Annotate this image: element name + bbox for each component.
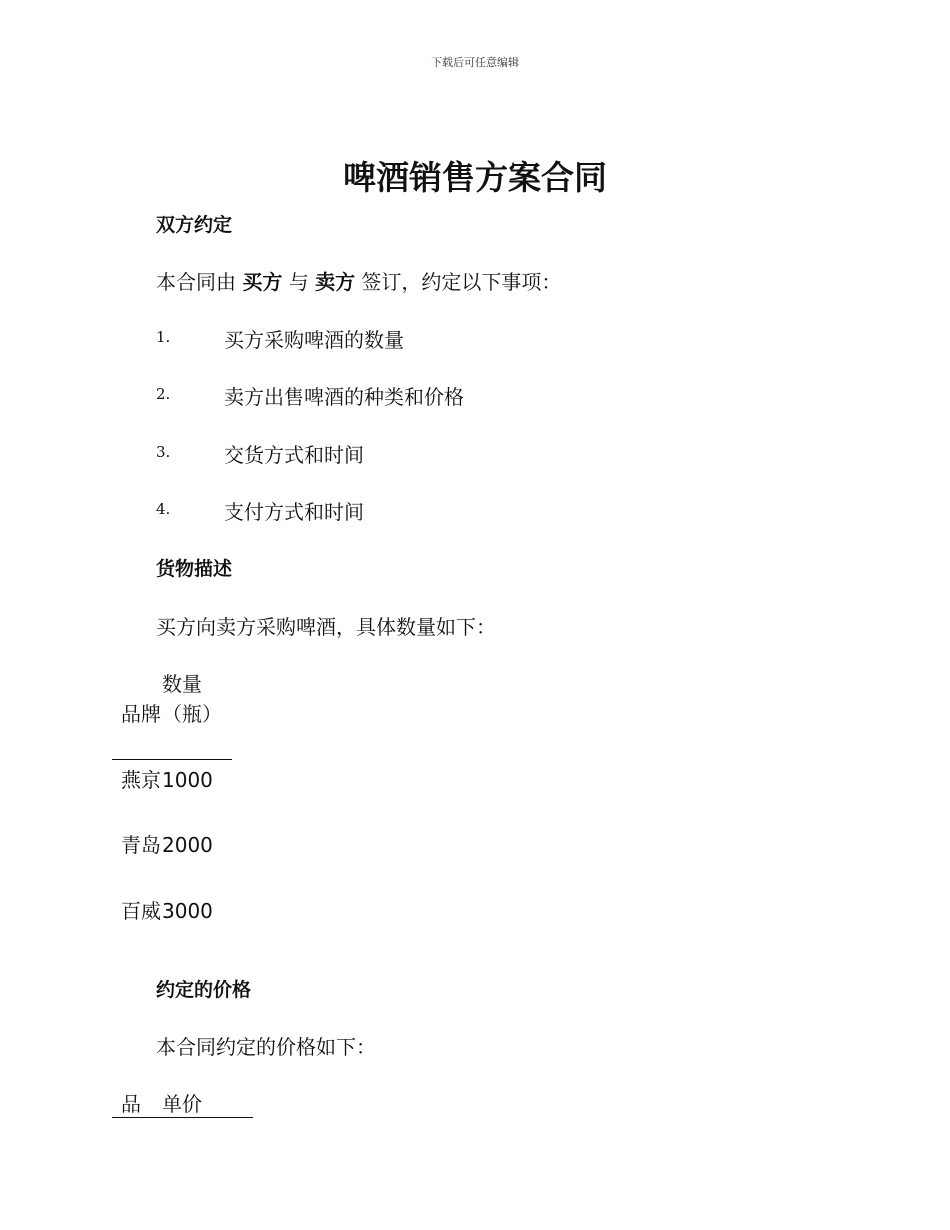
- section-heading-agreement: 双方约定: [156, 214, 233, 236]
- table-cell-brand: 青岛: [121, 833, 161, 857]
- table-cell-brand: 燕京: [121, 768, 161, 792]
- list-item-text: 支付方式和时间: [224, 500, 364, 524]
- table-cell-quantity: 2000: [162, 833, 213, 857]
- goods-intro: 买方向卖方采购啤酒，具体数量如下：: [156, 615, 496, 639]
- price-table-header-brand: 品: [121, 1092, 141, 1116]
- price-table-header-unit-price: 单价: [162, 1092, 202, 1116]
- list-item-number: 1.: [156, 328, 171, 346]
- list-item-text: 买方采购啤酒的数量: [224, 328, 404, 352]
- intro-suffix: 签订，约定以下事项：: [355, 270, 562, 294]
- buyer-label: 买方: [242, 270, 283, 294]
- list-item-number: 4.: [156, 500, 171, 518]
- table-header-brand: 品牌: [121, 702, 161, 726]
- section-heading-goods: 货物描述: [156, 558, 233, 580]
- list-item-number: 3.: [156, 443, 171, 461]
- price-table-header-rule: [112, 1117, 253, 1118]
- section-heading-price: 约定的价格: [156, 979, 252, 1001]
- price-intro: 本合同约定的价格如下：: [156, 1035, 376, 1059]
- table-cell-quantity: 1000: [162, 768, 213, 792]
- list-item-number: 2.: [156, 385, 171, 403]
- list-item-text: 交货方式和时间: [224, 443, 364, 467]
- list-item-text: 卖方出售啤酒的种类和价格: [224, 385, 464, 409]
- table-header-quantity: 数量（瓶）: [162, 672, 222, 726]
- table-cell-brand: 百威: [121, 899, 161, 923]
- document-title: 啤酒销售方案合同: [343, 158, 607, 197]
- agreement-intro: [156, 266, 561, 295]
- table-header-rule: [112, 759, 232, 760]
- page-header-note: 下载后可任意编辑: [431, 56, 519, 69]
- intro-connector: 与: [282, 270, 316, 294]
- table-cell-quantity: 3000: [162, 899, 213, 923]
- seller-label: 卖方: [315, 270, 356, 294]
- intro-prefix: 本合同由: [156, 270, 243, 294]
